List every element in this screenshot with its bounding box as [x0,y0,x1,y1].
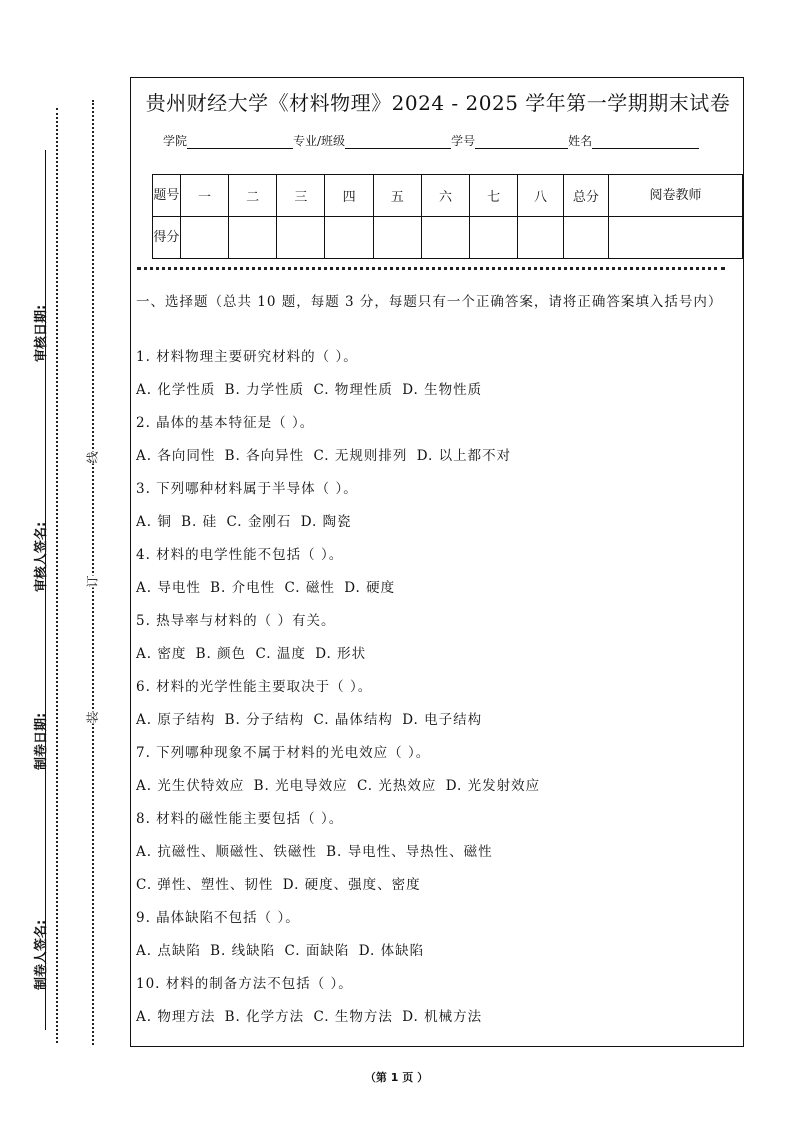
question-stem: 8. 材料的磁性能主要包括（ ）。 [136,811,344,827]
major-class-label: 专业/班级 [293,134,346,148]
student-id-field[interactable] [475,134,568,149]
col-header: 一 [180,175,228,217]
score-cell-total[interactable] [563,217,608,259]
question-options: A. 密度 B. 颜色 C. 温度 D. 形状 [136,646,367,662]
row-header-score: 得分 [153,217,181,259]
score-cell[interactable] [470,217,518,259]
exam-title: 贵州财经大学《材料物理》2024 - 2025 学年第一学期期末试卷 [145,91,731,115]
question-stem: 1. 材料物理主要研究材料的（ ）。 [136,349,358,365]
seal-line-mark: 线 [85,451,100,464]
question-stem: 2. 晶体的基本特征是（ ）。 [136,415,315,431]
score-cell-grader[interactable] [609,217,743,259]
question-options: A. 光生伏特效应 B. 光电导效应 C. 光热效应 D. 光发射效应 [136,778,541,794]
student-info-row [163,132,699,149]
seal-fold-mark: 装 [85,711,100,724]
binding-dotted-line [56,108,58,1043]
section1-instruction: 一、选择题（总共 10 题，每题 3 分，每题只有一个正确答案，请将正确答案填入括号内） [136,294,723,310]
col-header: 八 [518,175,563,217]
question-stem: 9. 晶体缺陷不包括（ ）。 [136,910,300,926]
seal-dotted-line [92,100,94,1045]
question-stem: 4. 材料的电学性能不包括（ ）。 [136,547,344,563]
header-dotted-separator [137,267,725,270]
score-table-header-row [153,175,743,217]
maker-date-label: 制卷日期: [34,712,49,770]
score-table [152,174,743,259]
col-header: 五 [373,175,421,217]
question-options: A. 化学性质 B. 力学性质 C. 物理性质 D. 生物性质 [136,382,483,398]
question-options: A. 导电性 B. 介电性 C. 磁性 D. 硬度 [136,580,396,596]
question-options: A. 物理方法 B. 化学方法 C. 生物方法 D. 机械方法 [136,1009,483,1025]
score-table-score-row [153,217,743,259]
col-header: 二 [229,175,277,217]
reviewer-date-label: 审核日期: [34,304,49,362]
score-cell[interactable] [518,217,563,259]
seal-bind-mark: 订 [85,575,100,588]
question-stem: 5. 热导率与材料的（ ）有关。 [136,613,336,629]
col-header: 四 [325,175,373,217]
row-header-question-no: 题号 [153,175,181,217]
col-header: 六 [421,175,469,217]
score-cell[interactable] [373,217,421,259]
question-stem: 6. 材料的光学性能主要取决于（ ）。 [136,679,373,695]
score-cell[interactable] [229,217,277,259]
question-options: A. 各向同性 B. 各向异性 C. 无规则排列 D. 以上都不对 [136,448,512,464]
reviewer-sign-label: 审核人签名: [34,521,49,592]
question-options: A. 点缺陷 B. 线缺陷 C. 面缺陷 D. 体缺陷 [136,943,425,959]
score-cell[interactable] [180,217,228,259]
maker-sign-label: 制卷人签名: [34,919,49,990]
college-label: 学院 [163,134,188,148]
page-number: （第 1 页 ） [364,1071,429,1084]
name-label: 姓名 [568,134,593,148]
question-options: C. 弹性、塑性、韧性 D. 硬度、强度、密度 [136,877,421,893]
col-header-grader: 阅卷教师 [609,175,743,217]
question-stem: 10. 材料的制备方法不包括（ ）。 [136,976,353,992]
question-stem: 3. 下列哪种材料属于半导体（ ）。 [136,481,358,497]
exam-frame [130,77,744,1047]
question-options: A. 原子结构 B. 分子结构 C. 晶体结构 D. 电子结构 [136,712,483,728]
question-options: A. 抗磁性、顺磁性、铁磁性 B. 导电性、导热性、磁性 [136,844,493,860]
score-cell[interactable] [325,217,373,259]
col-header-total: 总分 [563,175,608,217]
col-header: 三 [277,175,325,217]
college-field[interactable] [187,134,293,149]
major-class-field[interactable] [345,134,451,149]
col-header: 七 [470,175,518,217]
score-cell[interactable] [421,217,469,259]
student-id-label: 学号 [451,134,476,148]
score-cell[interactable] [277,217,325,259]
name-field[interactable] [592,134,699,149]
question-stem: 7. 下列哪种现象不属于材料的光电效应（ ）。 [136,745,431,761]
question-options: A. 铜 B. 硅 C. 金刚石 D. 陶瓷 [136,514,352,530]
